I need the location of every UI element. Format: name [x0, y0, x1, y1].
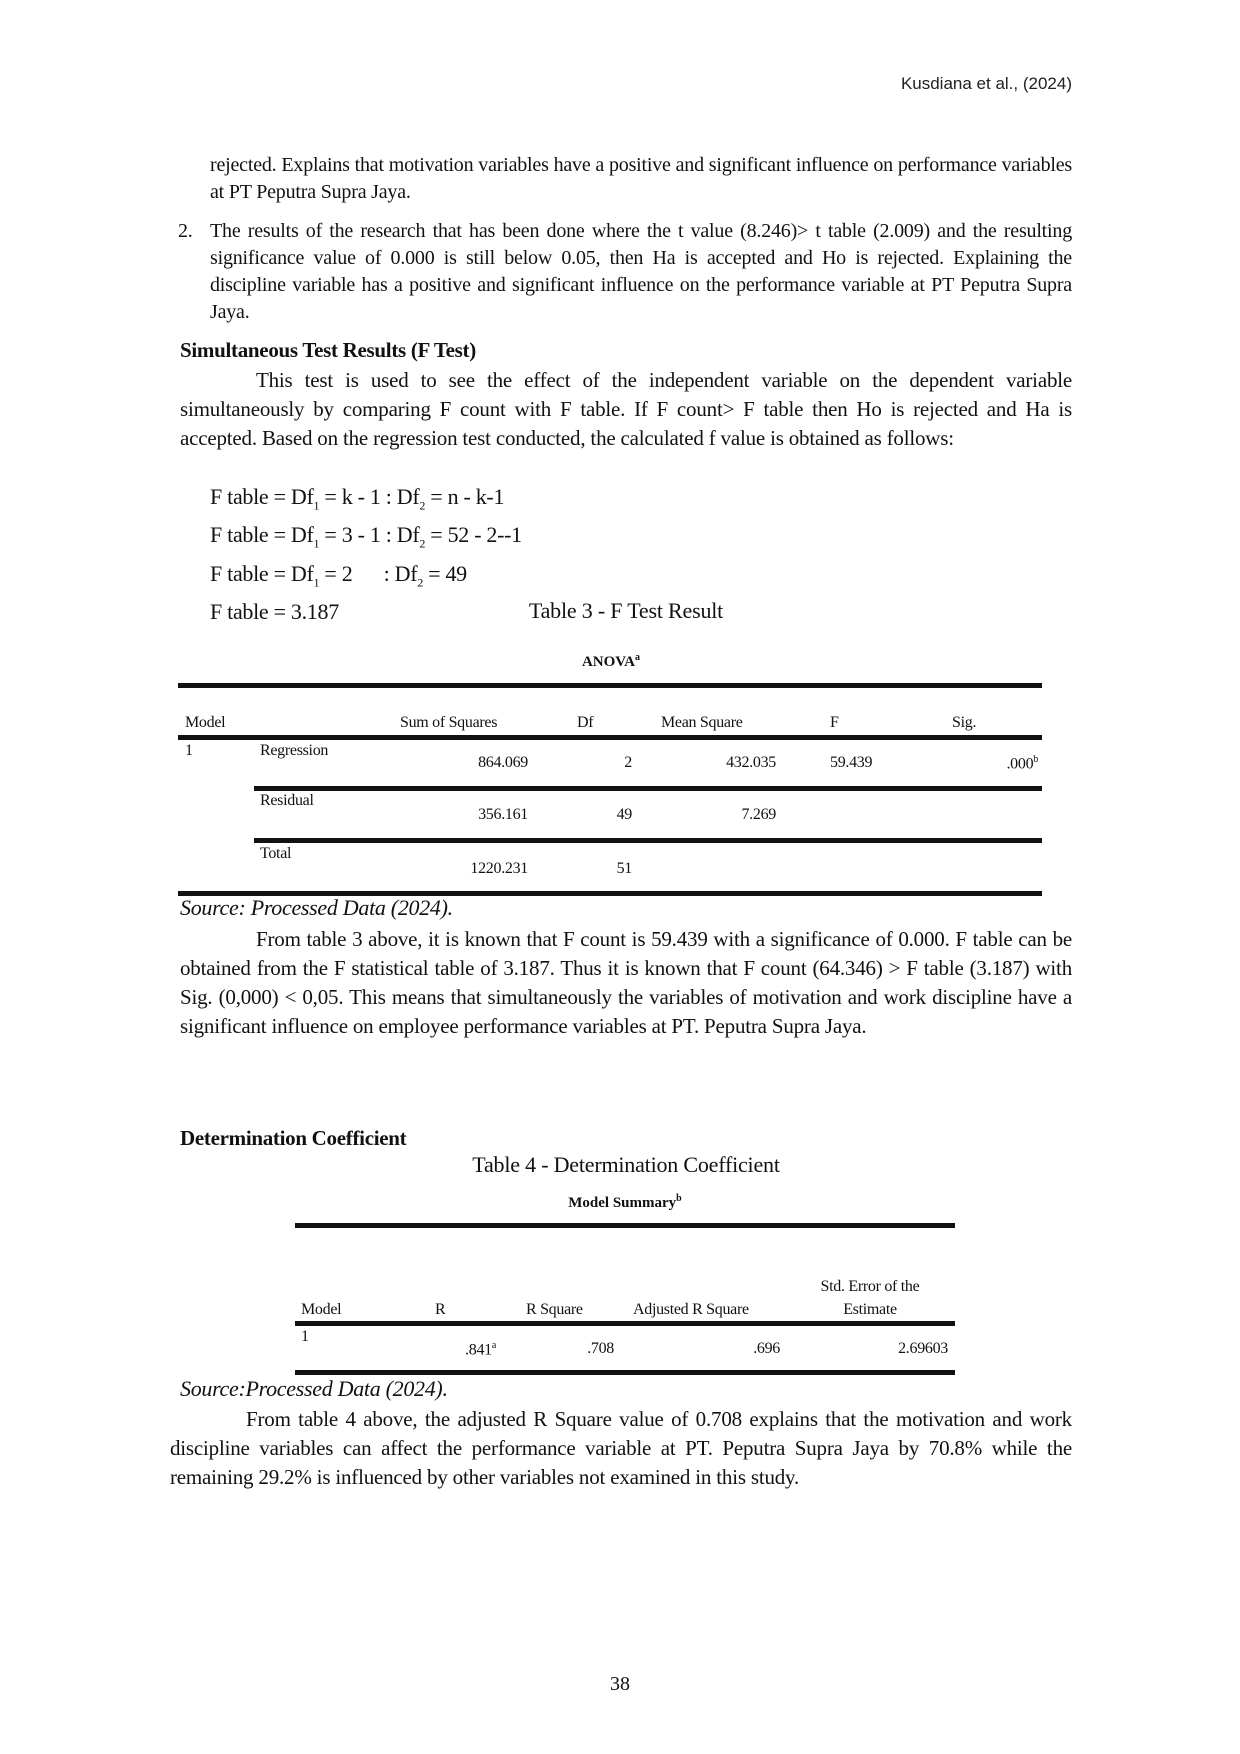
header-model: Model	[301, 1301, 342, 1318]
cell-label: Regression	[260, 742, 329, 759]
f-test-paragraph: This test is used to see the effect of the independent variable on the dependent variable simultaneously by comparing F count with F table. If F count> F table then Ho is rejected and Ha is accepted. Based on the regression test conducted, the calculated f value is obtained as follows:	[180, 368, 1072, 450]
cell-df: 51	[616, 860, 632, 877]
table-rule	[178, 735, 1042, 740]
anova-title: ANOVA$^a$	[581, 652, 641, 670]
table-3-discussion: From table 3 above, it is known that F count is 59.439 with a significance of 0.000. F table can be obtained from the F statistical table of 3.187. Thus it is known that F count (64.346) > F table (3.187) with Sig. (0,000) < 0,05. This means that simultaneously the variables of motivation and work discipline have a significant influence on employee performance variables at PT. Peputra Supra Jaya.	[180, 927, 1072, 1038]
cell-sum-of-squares: 864.069	[478, 754, 528, 771]
table-4-discussion: From table 4 above, the adjusted R Square value of 0.708 explains that the motivation and work discipline variables can affect the performance variable at PT. Peputra Supra Jaya by 70.8% while the remaining 29.2% is influenced by other variables not examined in this study.	[170, 1407, 1072, 1489]
formula-line-3: F table = $Df_1 = 2$ : $Df_2 = 49$	[210, 560, 467, 590]
header-sig: Sig.	[952, 714, 977, 731]
table-rule	[295, 1370, 955, 1375]
formula-line-1: F table = $Df_1 = k - 1$ : $Df_2 = n - k-1$	[210, 484, 505, 513]
table-rule	[254, 838, 1042, 843]
header-std-error-line2: Estimate	[843, 1301, 897, 1318]
cell-df: 49	[616, 806, 632, 823]
header-df: Df	[577, 714, 594, 731]
running-head: Kusdiana et al., (2024)	[900, 74, 1072, 93]
header-r-square: R Square	[526, 1301, 583, 1318]
cell-std-error: 2.69603	[898, 1340, 948, 1357]
header-adjusted-r-square: Adjusted R Square	[633, 1301, 749, 1318]
table-rule	[178, 683, 1042, 688]
cell-model: 1	[301, 1328, 309, 1345]
cell-label: Residual	[260, 792, 314, 809]
list-item-number: 2.	[178, 220, 193, 242]
header-f: F	[830, 714, 839, 731]
table-3-caption: Table 3 - F Test Result	[528, 598, 724, 623]
table-4-source: Source:Processed Data (2024).	[180, 1376, 448, 1401]
cell-sig: .000$^b$	[1006, 754, 1038, 773]
cell-sum-of-squares: 356.161	[478, 806, 528, 823]
cell-r: .841$^a$	[465, 1340, 496, 1359]
page-number: 38	[610, 1673, 630, 1695]
cell-r-square: .708	[587, 1340, 614, 1357]
list-item-2-text: The results of the research that has been done where the t value (8.246)> t table (2.009) and the resulting significance value of 0.000 is still below 0.05, then Ha is accepted and Ho is rejected. Explaining the discipline variable has a positive and significant influence on the performance variable at PT Peputra Supra Jaya.	[210, 220, 1072, 323]
cell-mean-square: 7.269	[741, 806, 776, 823]
cell-sum-of-squares: 1220.231	[470, 860, 528, 877]
table-rule	[295, 1223, 955, 1228]
table-rule	[254, 786, 1042, 791]
cell-adjusted-r-square: .696	[753, 1340, 780, 1357]
cell-mean-square: 432.035	[726, 754, 776, 771]
header-r: R	[435, 1301, 446, 1318]
list-item-1-continuation: rejected. Explains that motivation variables have a positive and significant influence on performance variables at PT Peputra Supra Jaya.	[210, 154, 1072, 203]
cell-model: 1	[185, 742, 193, 759]
cell-label: Total	[260, 845, 292, 862]
section-heading-f-test: Simultaneous Test Results (F Test)	[180, 338, 476, 362]
cell-f: 59.439	[830, 754, 873, 771]
formula-line-2: F table = $Df_1 = 3 - 1$ : $Df_2 = 52 - 2--1$	[210, 522, 522, 551]
table-3-source: Source: Processed Data (2024).	[180, 895, 453, 920]
formula-result: F table = 3.187	[210, 599, 339, 625]
cell-df: 2	[624, 754, 632, 771]
model-summary-title: Model Summary$^b$	[568, 1193, 682, 1211]
header-model: Model	[185, 714, 226, 731]
header-mean-square: Mean Square	[661, 714, 743, 731]
header-sum-of-squares: Sum of Squares	[400, 714, 498, 731]
section-heading-determination: Determination Coefficient	[180, 1126, 407, 1150]
header-std-error: Std. Error of the	[820, 1278, 920, 1295]
table-4-caption: Table 4 - Determination Coefficient	[472, 1152, 780, 1177]
table-rule	[295, 1321, 955, 1326]
